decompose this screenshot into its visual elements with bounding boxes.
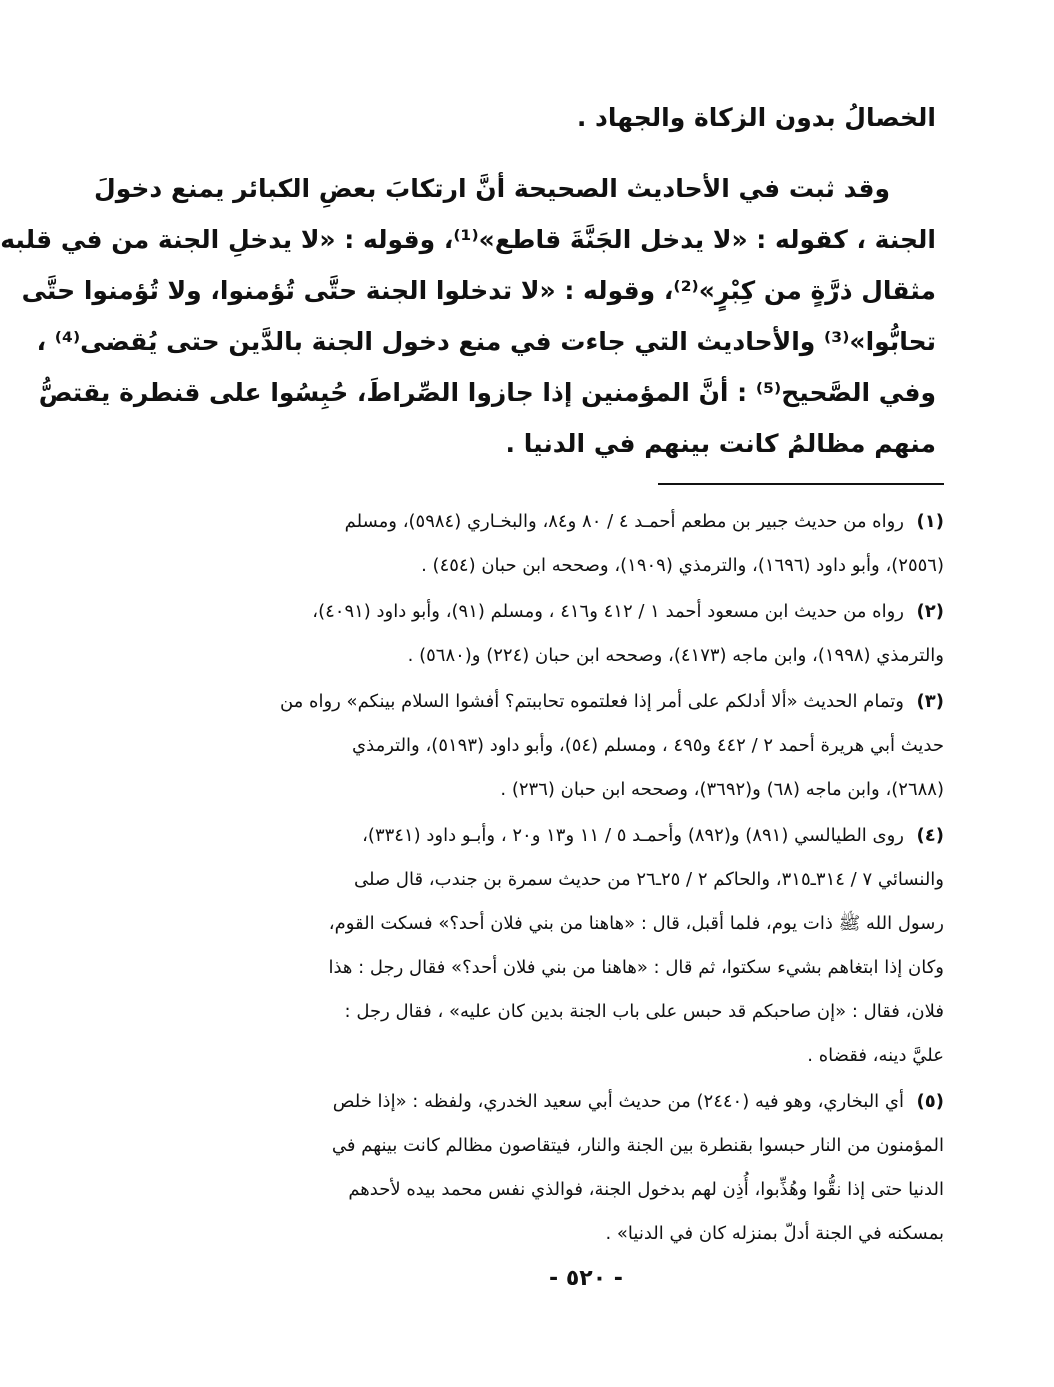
footnote-number: (١) bbox=[916, 511, 944, 532]
footnote-3 bbox=[218, 680, 944, 812]
footnote-line: حديث أبي هريرة أحمد ٢ / ٤٤٢ و٤٩٥ ، ومسلم (٥٤)، وأبو داود (٥١٩٣)، والترمذي bbox=[352, 735, 944, 756]
text-line: وفي الصَّحيح⁽⁵⁾ : أنَّ المؤمنين إذا جازوا الصِّراطَ، حُبِسُوا على قنطرة يقتصُّ bbox=[38, 378, 936, 407]
footnote-line bbox=[218, 1080, 944, 1124]
footnote-line bbox=[218, 500, 944, 544]
footnote-4 bbox=[218, 814, 944, 1078]
footnote-line: (٢٥٥٦)، وأبو داود (١٦٩٦)، والترمذي (١٩٠٩)، وصححه ابن حبان (٤٥٤) . bbox=[421, 555, 944, 576]
footnote-line: والنسائي ٧ / ٣١٤ـ٣١٥، والحاكم ٢ / ٢٥ـ٢٦ من حديث سمرة بن جندب، قال صلى bbox=[353, 869, 944, 890]
footnote-text: أي البخاري، وهو فيه (٢٤٤٠) من حديث أبي سعيد الخدري، ولفظه : «إذا خلص bbox=[332, 1091, 904, 1112]
text-line: تحابُّوا»⁽³⁾ والأحاديث التي جاءت في منع دخول الجنة بالدَّين حتى يُقضى⁽⁴⁾ ، bbox=[36, 327, 936, 356]
footnote-line: عليَّ دينه، فقضاه . bbox=[807, 1045, 944, 1066]
footnote-line: (٢٦٨٨)، وابن ماجه (٦٨) و(٣٦٩٢)، وصححه ابن حبان (٢٣٦) . bbox=[500, 779, 944, 800]
footnote-line: رسول الله ﷺ ذات يوم، فلما أقبل، قال : «هاهنا من بني فلان أحد؟» فسكت القوم، bbox=[328, 913, 944, 934]
footnote-line: والترمذي (١٩٩٨)، وابن ماجه (٤١٧٣)، وصححه ابن حبان (٢٢٤) و(٥٦٨٠) . bbox=[407, 645, 944, 666]
footnotes bbox=[218, 500, 944, 1258]
footnote-number: (٣) bbox=[916, 691, 944, 712]
text-line: وقد ثبت في الأحاديث الصحيحة أنَّ ارتكابَ بعضِ الكبائر يمنع دخولَ bbox=[94, 174, 890, 203]
footnote-text: رواه من حديث جبير بن مطعم أحمـد ٤ / ٨٠ و٨٤، والبخـاري (٥٩٨٤)، ومسلم bbox=[344, 511, 904, 532]
footnote-line: بمسكنه في الجنة أدلّ بمنزله كان في الدنيا» . bbox=[605, 1223, 944, 1244]
footnote-line: المؤمنون من النار حبسوا بقنطرة بين الجنة والنار، فيتقاصون مظالم كانت بينهم في bbox=[331, 1135, 944, 1156]
footnote-separator bbox=[658, 483, 944, 485]
footnote-text: وتمام الحديث «ألا أدلكم على أمر إذا فعلتموه تحاببتم؟ أفشوا السلام بينكم» رواه من bbox=[279, 691, 904, 712]
footnote-number: (٤) bbox=[916, 825, 944, 846]
footnote-line: الدنيا حتى إذا نقُّوا وهُذِّبوا، أُذِن لهم بدخول الجنة، فوالذي نفس محمد بيده لأحدهم bbox=[348, 1179, 944, 1200]
page-number: - ٥٢٠ - bbox=[549, 1266, 623, 1291]
text-line: الجنة ، كقوله : «لا يدخل الجَنَّةَ قاطع»⁽¹⁾، وقوله : «لا يدخلِ الجنة من في قلبه bbox=[0, 225, 936, 254]
text-line: مثقال ذرَّةٍ من كِبْرٍ»⁽²⁾، وقوله : «لا تدخلوا الجنة حتَّى تُؤمنوا، ولا تُؤمنوا حتَّى bbox=[21, 276, 936, 305]
footnote-line bbox=[218, 680, 944, 724]
footnote-line bbox=[218, 814, 944, 858]
footnote-number: (٥) bbox=[916, 1091, 944, 1112]
main-text bbox=[0, 92, 936, 469]
footnote-2 bbox=[218, 590, 944, 678]
text-line: منهم مظالمُ كانت بينهم في الدنيا . bbox=[505, 429, 936, 458]
footnote-number: (٢) bbox=[916, 601, 944, 622]
footnote-text: رواه من حديث ابن مسعود أحمد ١ / ٤١٢ و٤١٦ ، ومسلم (٩١)، وأبو داود (٤٠٩١)، bbox=[312, 601, 904, 622]
footnote-text: روى الطيالسي (٨٩١) و(٨٩٢) وأحمـد ٥ / ١١ و١٣ و٢٠ ، وأبـو داود (٣٣٤١)، bbox=[362, 825, 904, 846]
text-line: الخصالُ بدون الزكاة والجهاد . bbox=[576, 103, 936, 132]
paragraph-2 bbox=[0, 163, 936, 469]
footnote-1 bbox=[218, 500, 944, 588]
footnote-5 bbox=[218, 1080, 944, 1256]
paragraph-1 bbox=[216, 92, 936, 143]
footnote-line: وكان إذا ابتغاهم بشيء سكتوا، ثم قال : «هاهنا من بني فلان أحد؟» فقال رجل : هذا bbox=[328, 957, 944, 978]
footnote-line bbox=[218, 590, 944, 634]
footnote-line: فلان، فقال : «إن صاحبكم قد حبس على باب الجنة بدين كان عليه» ، فقال رجل : bbox=[344, 1001, 944, 1022]
